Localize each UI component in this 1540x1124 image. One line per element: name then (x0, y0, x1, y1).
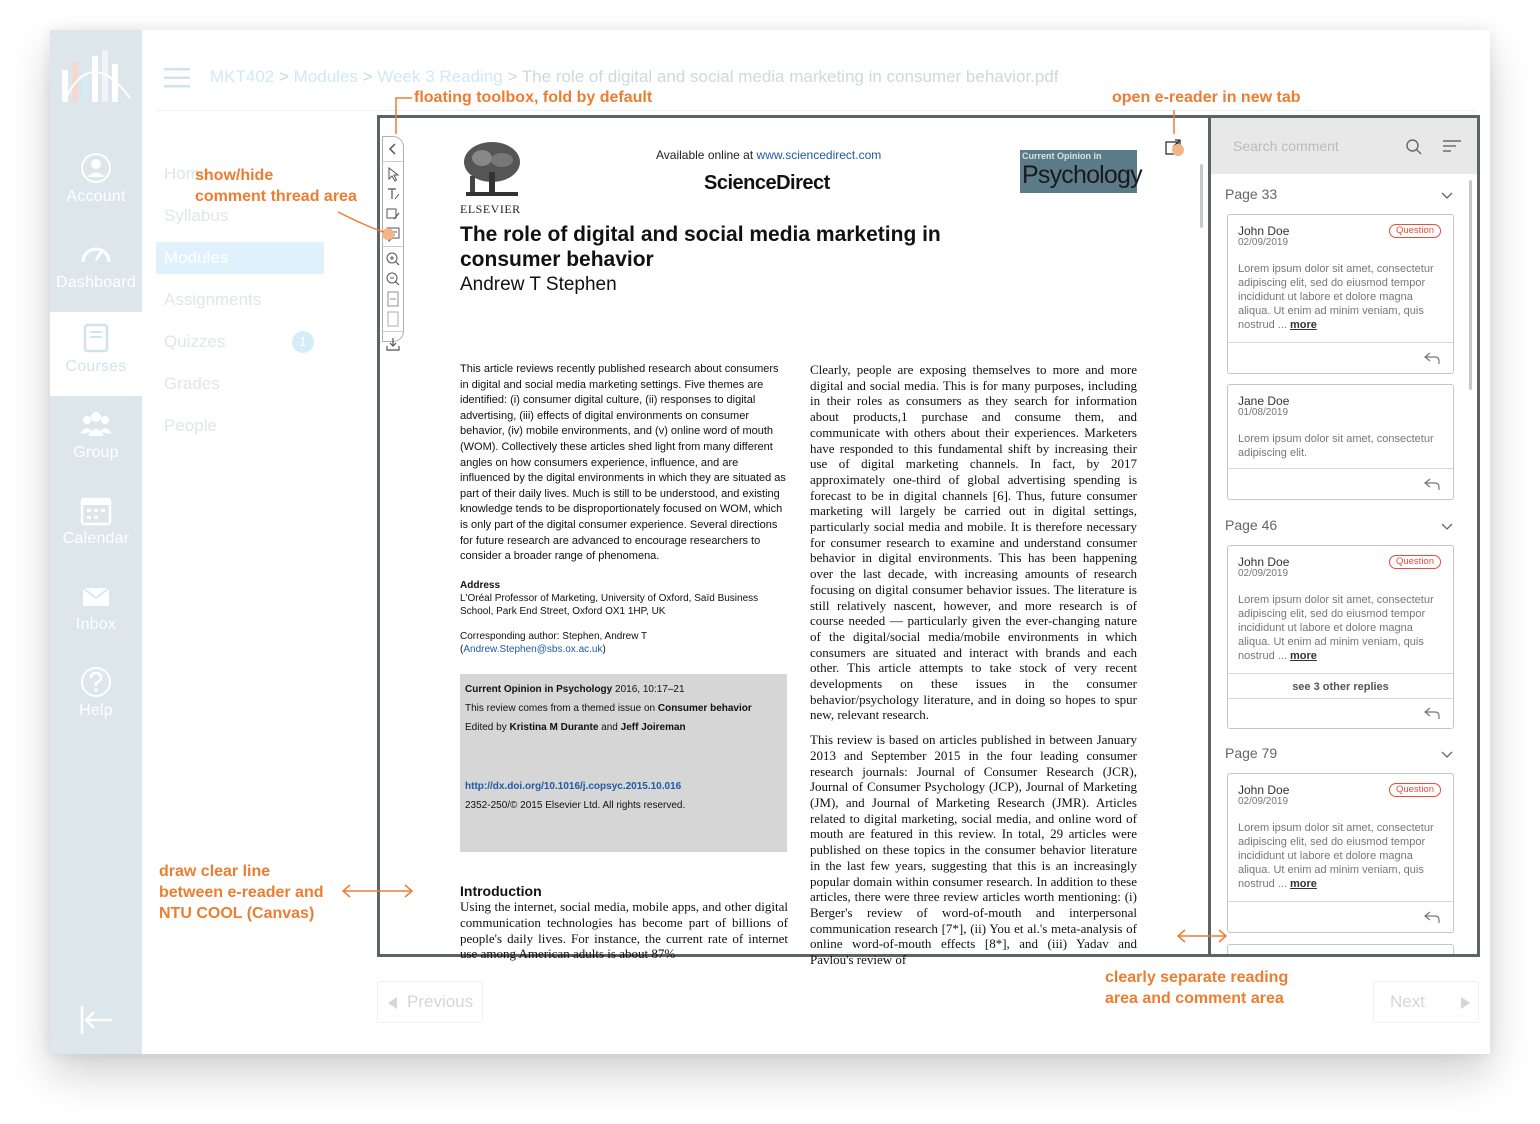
course-nav-label: Quizzes (164, 332, 226, 351)
calendar-icon (80, 494, 112, 526)
article-title: The role of digital and social media marketing in consumer behavior (460, 223, 941, 271)
previous-button[interactable] (377, 981, 483, 1023)
info-editor-2: Jeff Joireman (620, 721, 686, 733)
more-link[interactable]: more (1289, 650, 1317, 662)
breadcrumb-sep: > (362, 67, 373, 86)
fold-chevron-icon[interactable] (383, 139, 403, 159)
page-total-icon (383, 309, 403, 329)
reader-scrollbar[interactable] (1200, 164, 1203, 228)
comment-card[interactable] (1227, 944, 1454, 957)
info-editor-1: Kristina M Durante (509, 721, 599, 733)
comment-card[interactable] (1227, 773, 1454, 933)
toolbox-highlight-dot (382, 228, 394, 240)
email-link[interactable]: Andrew.Stephen@sbs.ox.ac.uk (463, 643, 603, 655)
info-and: and (601, 721, 618, 733)
page-indicator-icon[interactable] (383, 289, 403, 309)
comment-search-bar[interactable] (1211, 118, 1477, 174)
intro-heading: Introduction (460, 882, 542, 899)
comment-text: Lorem ipsum dolor sit amet, consectetur adipiscing elit, sed do eiusmod tempor incididunt ut labore et dolore magna aliqua. Ut enim ad minim veniam, quis nostrud ... (1238, 263, 1434, 331)
zoom-out-icon[interactable] (383, 269, 403, 289)
breadcrumb-file: The role of digital and social media marketing in consumer behavior.pdf (521, 67, 1059, 86)
comment-group-page-79[interactable]: Page 79 (1225, 745, 1278, 761)
info-year-vol: 2016, 10:17–21 (615, 683, 685, 695)
chevron-down-icon[interactable] (1441, 192, 1453, 200)
reply-icon[interactable] (1424, 351, 1440, 365)
logo-icon (60, 48, 132, 104)
abstract: This article reviews recently published research about consumers in digital and social media marketing settings. Five themes are identified: (i) consumer digital culture, (ii) responses to digital advertising, (iii) effects of digital environments on consumer behavior, (iv) mobile environments, and (v) online word of mouth (WOM). Collectively these articles shed light from many different angles on how consumers experience, influence, and are influenced by the digital environments in which they are situated as part of their daily lives. Much is still to be understood, and existing knowledge tends to be disproportionately focused on WOM, which is only part of the digital consumer experience. Several directions for future research are advanced to encourage researchers to consider a broader range of phenomena. (460, 363, 786, 563)
comment-body (1238, 821, 1444, 891)
next-button[interactable] (1373, 981, 1479, 1023)
more-link[interactable]: more (1289, 878, 1317, 890)
global-nav (50, 30, 142, 1054)
nav-dashboard-label: Dashboard (55, 274, 137, 291)
text-tool-icon[interactable] (383, 184, 403, 204)
address: L'Oréal Professor of Marketing, University of Oxford, Saïd Business School, Park End Street, Oxford OX1 1HP, UK (460, 592, 759, 617)
sort-filter-icon[interactable] (1443, 139, 1461, 153)
next-label: Next (1390, 992, 1425, 1011)
nav-calendar[interactable] (50, 484, 142, 568)
comment-body (1238, 432, 1444, 460)
info-journal-line (465, 680, 782, 699)
comment-search-placeholder: Search comment (1233, 138, 1339, 154)
info-journal: Current Opinion in Psychology (465, 683, 613, 695)
nav-dashboard[interactable] (50, 228, 142, 312)
comment-text: Lorem ipsum dolor sit amet, consectetur adipiscing elit, sed do eiusmod tempor incididunt ut labore et dolore magna aliqua. Ut enim ad minim veniam, quis nostrud ... (1238, 594, 1434, 662)
question-badge: Question (1389, 224, 1441, 238)
body-paragraph-1: Clearly, people are exposing themselves to more and more digital and social media. This is for many purposes, including in their roles as consumers as they search for information about products,1 purchase and consume them, and communicate with others about their experiences. Marketers have responded to this fundamental shift by increasing their use of digital marketing channels. In fact, by 2017 approximately one-third of global advertising spending is forecast to be in digital channels [6]. Thus, future consumer marketing will largely be carried out in digital settings, particularly social media and mobile. It is therefore necessary for consumer research to examine and understand consumer behavior in digital environments. This has been happening over the last decade, with increasing amounts of research focusing on digital consumer behavior issues. The literature is still relatively nascent, however, and more research is of course needed — particularly given the ever-changing nature of the digital/social media/mobile environments in which consumers are situated and interact with brands and each other. This article attempts to take stock of very recent developments on these issues in the consumer behavior/psychology literature, and in doing so hopes to spur new, relevant research. (810, 362, 1137, 723)
comment-date: 02/09/2019 (1238, 237, 1289, 248)
search-icon[interactable] (1405, 138, 1423, 156)
inbox-icon (80, 580, 112, 612)
annotation-clear-line (159, 861, 324, 924)
right-column (810, 362, 1137, 977)
annotation-clear-line-2: between e-reader and (159, 884, 324, 901)
comment-panel (1208, 115, 1480, 957)
annotation-separate-line-2: area and comment area (1105, 990, 1284, 1007)
comment-body (1238, 593, 1444, 663)
course-nav-label: Syllabus (164, 206, 229, 225)
nav-account[interactable] (50, 142, 142, 226)
group-icon (80, 408, 112, 440)
info-theme-prefix: This review comes from a themed issue on (465, 702, 656, 714)
reply-icon[interactable] (1424, 910, 1440, 924)
annotation-separate-line-1: clearly separate reading (1105, 969, 1289, 986)
question-badge: Question (1389, 555, 1441, 569)
comment-scrollbar[interactable] (1469, 180, 1472, 390)
nav-help-label: Help (79, 702, 113, 719)
nav-account-label: Account (66, 188, 126, 205)
card-divider (1228, 698, 1453, 699)
breadcrumb-sep: > (507, 67, 518, 86)
info-theme-line (465, 699, 782, 718)
breadcrumb-week[interactable]: Week 3 Reading (377, 67, 503, 86)
info-box (460, 674, 787, 852)
corresponding-author: Corresponding author: Stephen, Andrew T (460, 630, 648, 642)
annotation-show-hide-line-2: comment thread area (195, 188, 357, 205)
comment-body (1238, 262, 1444, 332)
comment-group-page-33[interactable]: Page 33 (1225, 186, 1278, 202)
course-nav-modules[interactable] (156, 242, 324, 274)
body-paragraph-2: This review is based on articles published in between January 2013 and September 2015 in the four leading consumer research journals: Journal of Consumer Research (JCR), Journal of Consumer Psychology (JCP), Journal of Marketing (JM), and Journal of Marketing Research (JMR). Articles related to digital marketing, social media, and online word of mouth are featured in this review. In total, 29 articles were published on these topics in the consumer behavior literature in the last few years, suggesting that this is an increasingly popular domain within consumer research. In addition to these articles, there were three review articles worth mentioning: (i) Berger's review of word-of-mouth and interpersonal communication research [7*], (ii) You et al.'s meta-analysis of online word-of-mouth effects [8*], and (iii) Yadav and Pavlou's review of (810, 732, 1137, 968)
course-nav-label: Modules (164, 248, 229, 267)
left-column (460, 362, 788, 962)
breadcrumb-course[interactable]: MKT402 (210, 67, 275, 86)
course-nav-label: Assignments (164, 290, 262, 309)
publisher-header (460, 140, 1140, 218)
courses-icon (80, 322, 112, 354)
comment-author: John Doe (1238, 555, 1290, 569)
account-icon (80, 152, 112, 184)
comment-card[interactable] (1227, 214, 1454, 374)
comment-group-page-46[interactable]: Page 46 (1225, 517, 1278, 533)
annotation-toolbox: floating toolbox, fold by default (414, 89, 653, 106)
course-nav-grades[interactable] (156, 368, 336, 400)
reply-icon[interactable] (1424, 706, 1440, 720)
annotation-show-hide (195, 165, 357, 207)
nav-help[interactable] (50, 656, 142, 740)
chevron-down-icon[interactable] (1441, 751, 1453, 759)
new-tab-highlight-dot (1172, 144, 1184, 156)
available-online-label: Available online at (656, 148, 754, 162)
available-online (656, 148, 881, 162)
email-line: (Andrew.Stephen@sbs.ox.ac.uk) (460, 643, 606, 655)
hamburger-menu-icon[interactable] (164, 68, 190, 88)
more-link[interactable]: more (1289, 319, 1317, 331)
course-nav-quizzes[interactable] (156, 326, 336, 358)
elsevier-tree-logo (460, 140, 524, 200)
annotation-clear-line-1: draw clear line (159, 863, 271, 880)
pdf-page (460, 140, 1142, 968)
nav-courses[interactable] (50, 312, 142, 396)
sciencedirect-link[interactable]: www.sciencedirect.com (756, 148, 882, 162)
caret-left-icon (388, 997, 398, 1009)
comment-text: Lorem ipsum dolor sit amet, consectetur adipiscing elit, sed do eiusmod tempor incididunt ut labore et dolore magna aliqua. Ut enim ad minim veniam, quis nostrud ... (1238, 822, 1434, 890)
doi-link[interactable]: http://dx.doi.org/10.1016/j.copsyc.2015.10.016 (465, 780, 682, 792)
comment-author: Jane Doe (1238, 394, 1290, 408)
info-edited-prefix: Edited by (465, 721, 507, 733)
nav-inbox-label: Inbox (75, 616, 117, 633)
comment-author: John Doe (1238, 224, 1290, 238)
course-nav-assignments[interactable] (156, 284, 336, 316)
journal-cover (1020, 150, 1142, 193)
card-divider (1228, 673, 1453, 674)
collapse-nav-icon[interactable] (78, 1002, 114, 1038)
nav-group-label: Group (73, 444, 119, 461)
course-nav-label: People (164, 416, 217, 435)
quizzes-count-badge: 1 (292, 331, 314, 353)
comment-author: John Doe (1238, 783, 1290, 797)
address-label: Address (460, 579, 501, 591)
info-theme: Consumer behavior (657, 702, 752, 714)
header-divider (156, 110, 1476, 111)
course-nav-people[interactable] (156, 410, 336, 442)
course-nav-label: Home (164, 164, 210, 183)
breadcrumb-modules[interactable]: Modules (293, 67, 358, 86)
comment-date: 02/09/2019 (1238, 796, 1289, 807)
copyright: 2352-250/© 2015 Elsevier Ltd. All rights reserved. (465, 799, 686, 811)
breadcrumb (210, 67, 1059, 87)
card-divider (1228, 342, 1453, 343)
comment-date: 01/08/2019 (1238, 407, 1289, 418)
publisher-name: ELSEVIER (460, 202, 521, 216)
comment-text: Lorem ipsum dolor sit amet, consectetur adipiscing elit. (1238, 433, 1434, 459)
dashboard-icon (80, 238, 112, 270)
annotation-show-hide-line-1: show/hide (195, 167, 274, 184)
journal-small: Current Opinion in (1022, 151, 1102, 161)
help-icon (80, 666, 112, 698)
comment-card[interactable] (1227, 545, 1454, 729)
nav-inbox[interactable] (50, 570, 142, 654)
course-nav-label: Grades (164, 374, 220, 393)
intro-text: Using the internet, social media, mobile apps, and other digital communication technologies has become part of billions of people's daily lives. For instance, the current rate of internet use among American adults is about 87% (460, 899, 788, 962)
journal-big: Psychology (1022, 161, 1142, 189)
nav-calendar-label: Calendar (62, 530, 130, 547)
card-divider (1228, 468, 1453, 469)
question-badge: Question (1389, 783, 1441, 797)
highlight-tool-icon[interactable] (383, 204, 403, 224)
platform-name: ScienceDirect (704, 172, 830, 194)
card-divider (1228, 901, 1453, 902)
caret-right-icon (1460, 997, 1470, 1009)
annotation-clear-line-3: NTU COOL (Canvas) (159, 905, 315, 922)
comment-date: 02/09/2019 (1238, 568, 1289, 579)
nav-courses-label: Courses (65, 358, 127, 375)
annotation-open-tab: open e-reader in new tab (1112, 89, 1301, 106)
annotation-separate (1105, 967, 1288, 1009)
nav-group[interactable] (50, 398, 142, 482)
info-editors-line (465, 718, 782, 737)
reply-icon[interactable] (1424, 477, 1440, 491)
article-author: Andrew T Stephen (460, 274, 617, 295)
comment-card[interactable] (1227, 384, 1454, 500)
breadcrumb-sep: > (278, 67, 289, 86)
chevron-down-icon[interactable] (1441, 523, 1453, 531)
zoom-in-icon[interactable] (383, 249, 403, 269)
see-other-replies[interactable]: see 3 other replies (1292, 681, 1389, 693)
previous-label: Previous (407, 992, 474, 1011)
select-cursor-icon[interactable] (383, 164, 403, 184)
download-icon[interactable] (383, 334, 403, 354)
